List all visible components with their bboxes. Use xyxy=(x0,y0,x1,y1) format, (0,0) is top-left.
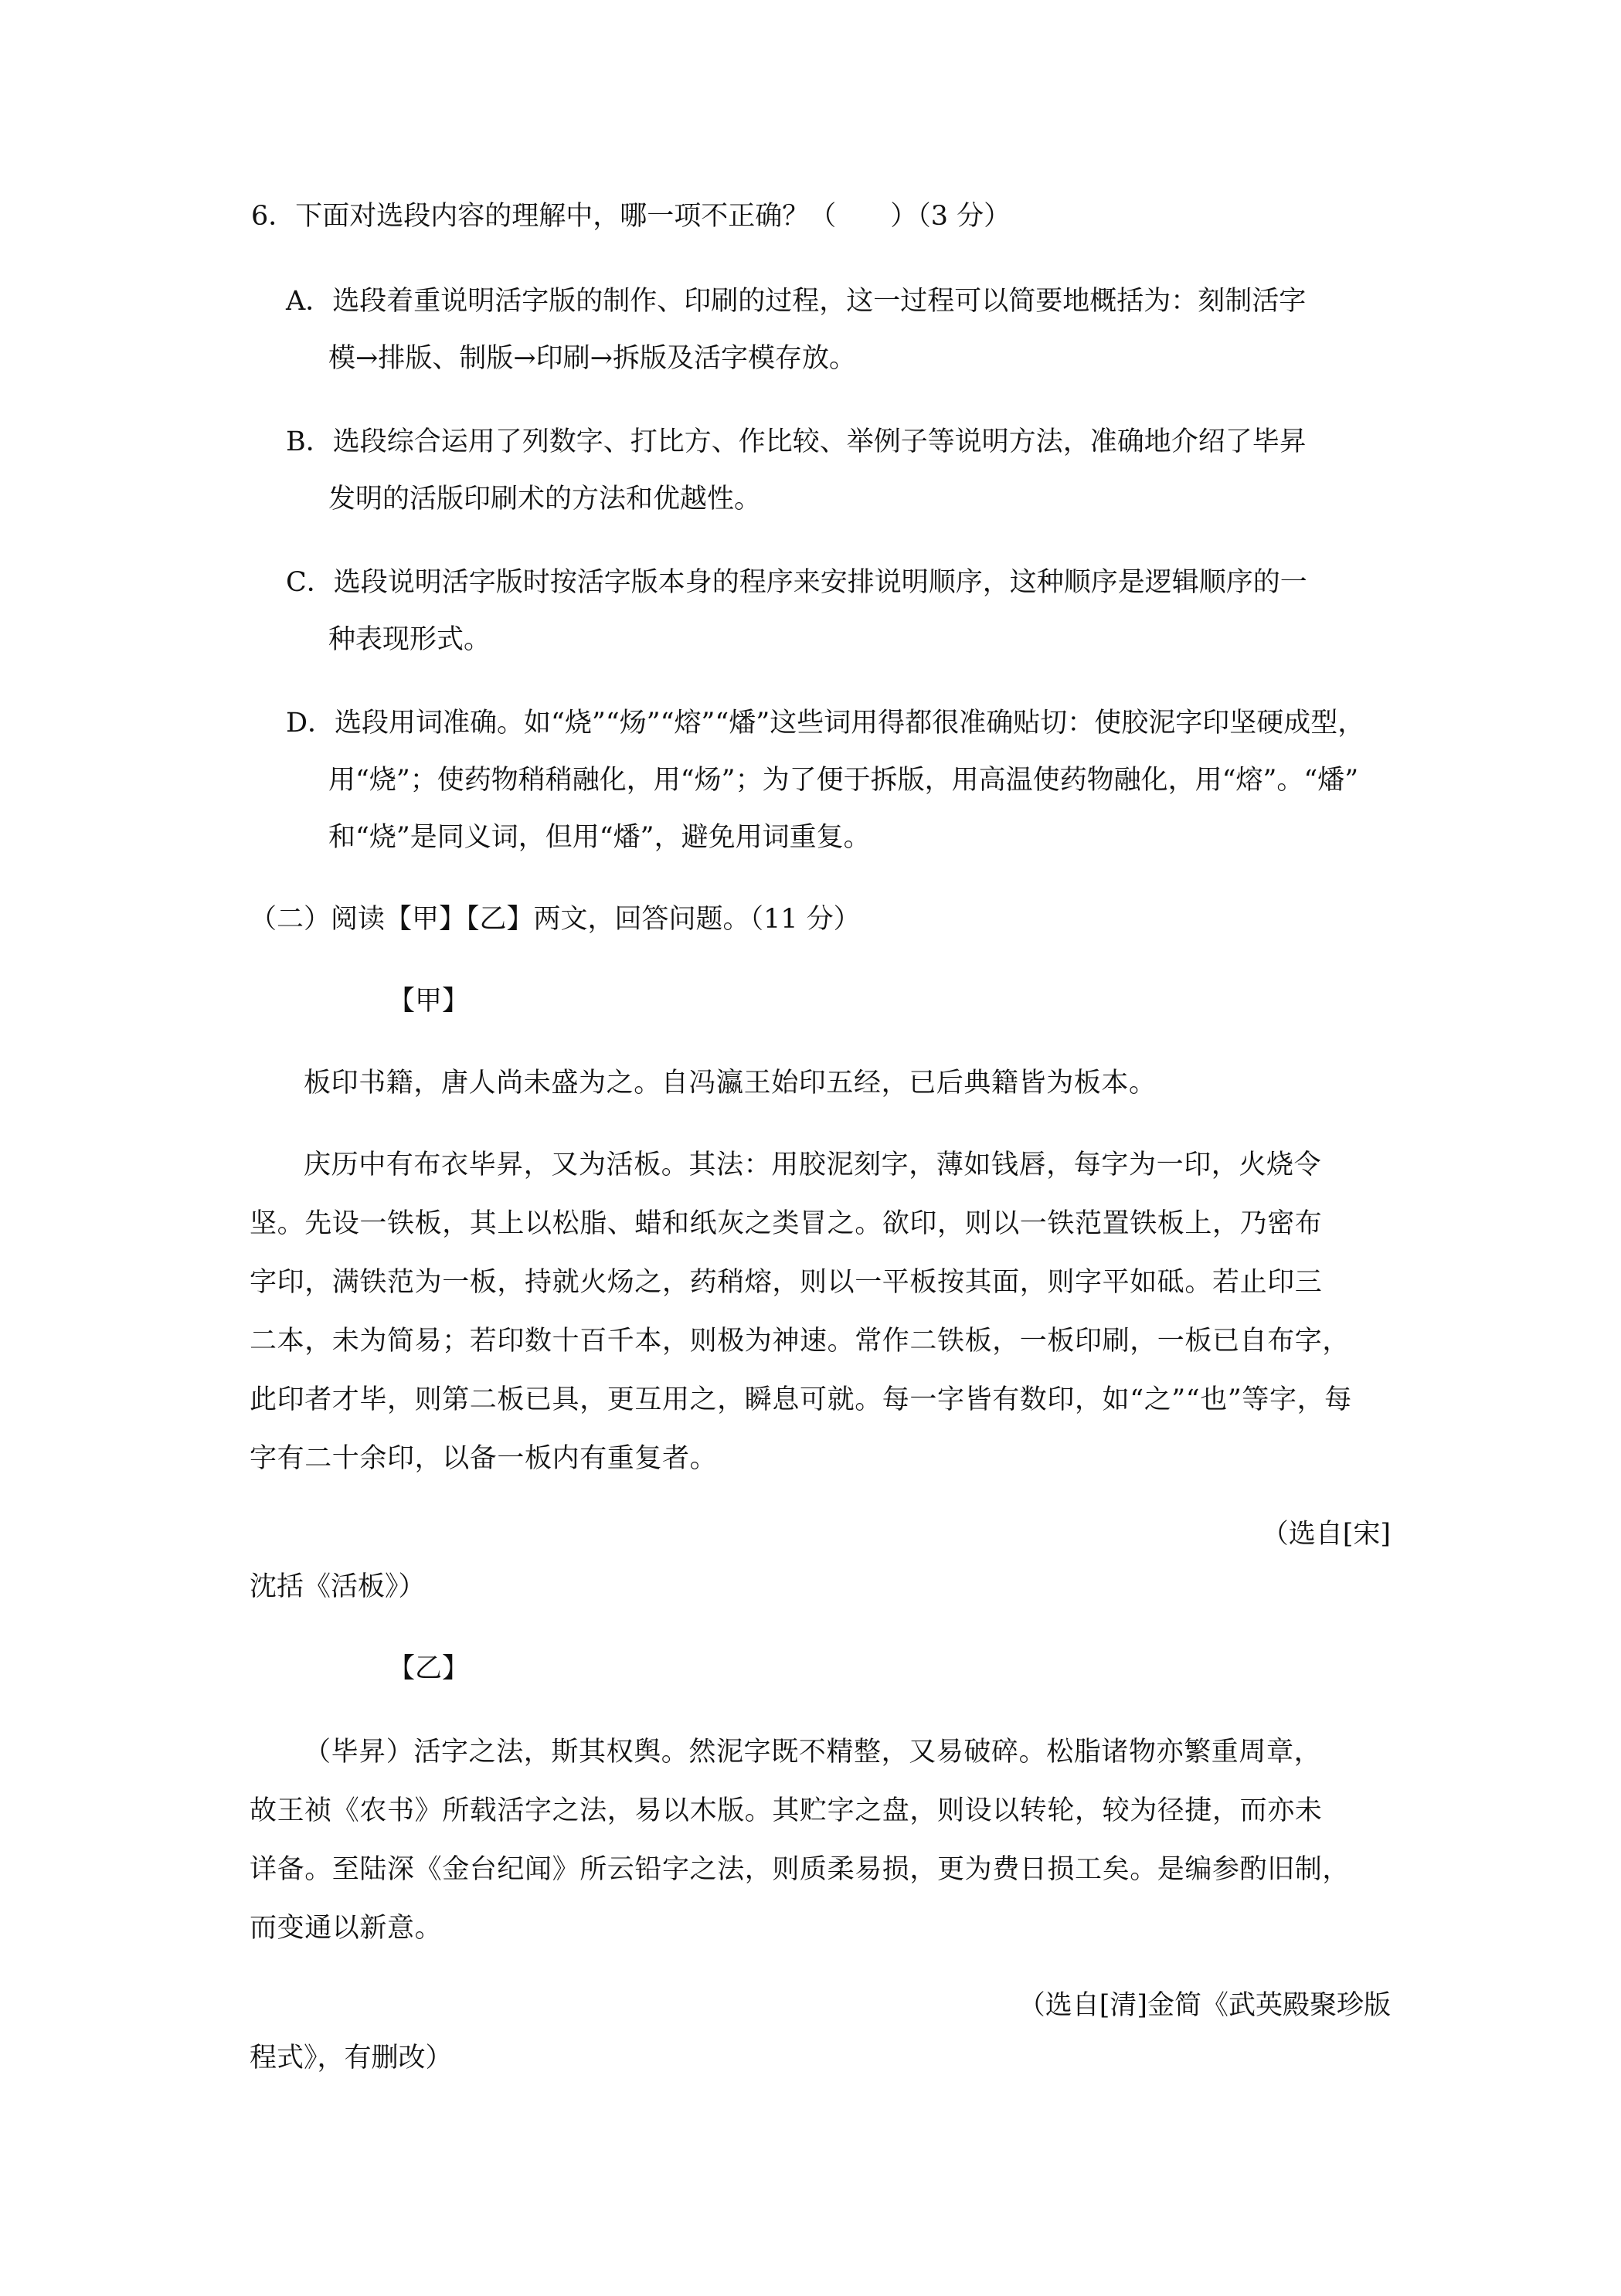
option-c-line-2: 种表现形式。 xyxy=(328,624,491,655)
passage-jia-source-line-1: （选自[宋] xyxy=(1261,1519,1391,1550)
passage-yi-line-1: （毕昇）活字之法，斯其权舆。然泥字既不精整，又易破碎。松脂诸物亦繁重周章， xyxy=(304,1737,1322,1768)
option-c-line-1: C．选段说明活字版时按活字版本身的程序来安排说明顺序，这种顺序是逻辑顺序的一 xyxy=(286,567,1307,598)
passage-yi-line-4: 而变通以新意。 xyxy=(250,1913,443,1944)
passage-jia-source-line-2: 沈括《活板》） xyxy=(250,1571,426,1602)
passage-yi-line-3: 详备。至陆深《金台纪闻》所云铅字之法，则质柔易损，更为费日损工矣。是编参酌旧制， xyxy=(250,1854,1351,1885)
passage-yi-line-2: 故王祯《农书》所载活字之法，易以木版。其贮字之盘，则设以转轮，较为径捷，而亦未 xyxy=(250,1795,1323,1826)
question-6-stem: 6．下面对选段内容的理解中，哪一项不正确？（ ）（3 分） xyxy=(251,201,1011,232)
passage-jia-paragraph-2-line-6: 字有二十余印，以备一板内有重复者。 xyxy=(250,1443,718,1474)
option-a-line-2: 模→排版、制版→印刷→拆版及活字模存放。 xyxy=(328,343,856,374)
passage-jia-paragraph-2-line-5: 此印者才毕，则第二板已具，更互用之，瞬息可就。每一字皆有数印，如“之”“也”等字，每 xyxy=(250,1384,1352,1415)
section-2-heading: （二）阅读【甲】【乙】两文，回答问题。（11 分） xyxy=(250,904,861,935)
passage-yi-source-line-1: （选自[清]金简《武英殿聚珍版 xyxy=(1018,1990,1391,2021)
option-b-line-1: B．选段综合运用了列数字、打比方、作比较、举例子等说明方法，准确地介绍了毕昇 xyxy=(286,426,1307,457)
passage-yi-source-line-2: 程式》，有删改） xyxy=(250,2043,453,2074)
passage-jia-paragraph-2-line-1: 庆历中有布衣毕昇，又为活板。其法：用胶泥刻字，薄如钱唇，每字为一印，火烧令 xyxy=(304,1150,1322,1180)
option-d-line-2: 用“烧”；使药物稍稍融化，用“炀”；为了便于拆版，用高温使药物融化，用“熔”。“燔” xyxy=(328,765,1359,796)
option-d-line-1: D．选段用词准确。如“烧”“炀”“熔”“燔”这些词用得都很准确贴切：使胶泥字印坚硬成型， xyxy=(286,708,1365,739)
option-d-line-3: 和“烧”是同义词，但用“燔”，避免用词重复。 xyxy=(328,822,871,853)
passage-jia-paragraph-2-line-3: 字印，满铁范为一板，持就火炀之，药稍熔，则以一平板按其面，则字平如砥。若止印三 xyxy=(250,1267,1323,1298)
option-b-line-2: 发明的活版印刷术的方法和优越性。 xyxy=(328,484,762,515)
passage-yi-label: 【乙】 xyxy=(388,1653,470,1684)
passage-jia-label: 【甲】 xyxy=(388,986,470,1017)
passage-jia-paragraph-2-line-4: 二本，未为简易；若印数十百千本，则极为神速。常作二铁板，一板印刷，一板已自布字， xyxy=(250,1326,1351,1357)
passage-jia-paragraph-2-line-2: 坚。先设一铁板，其上以松脂、蜡和纸灰之类冒之。欲印，则以一铁范置铁板上，乃密布 xyxy=(250,1208,1323,1239)
option-a-line-1: A．选段着重说明活字版的制作、印刷的过程，这一过程可以简要地概括为：刻制活字 xyxy=(286,286,1307,317)
passage-jia-paragraph-1: 板印书籍，唐人尚未盛为之。自冯瀛王始印五经，已后典籍皆为板本。 xyxy=(304,1068,1157,1099)
